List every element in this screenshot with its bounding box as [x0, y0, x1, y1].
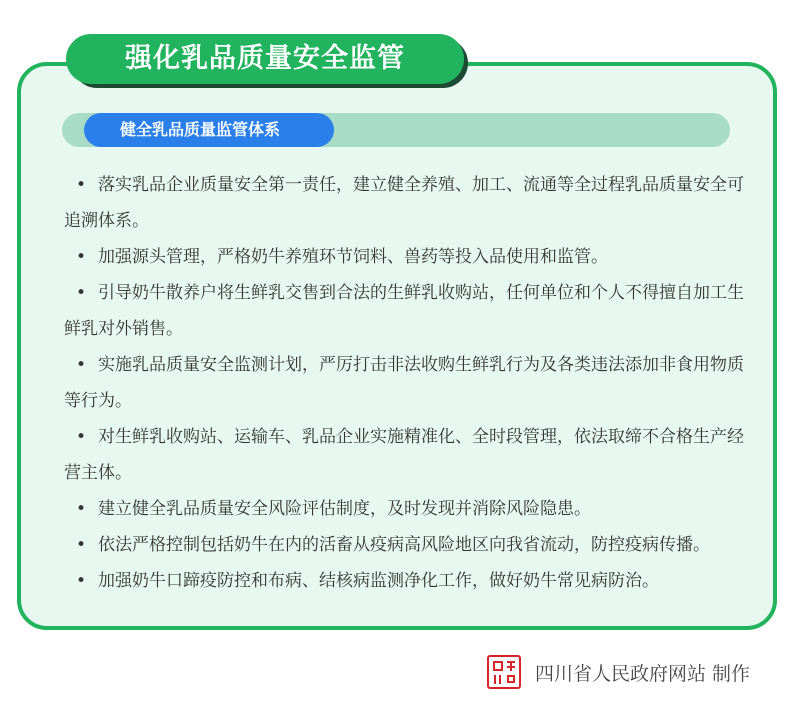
- bullet-icon: •: [75, 535, 87, 555]
- bullet-icon: •: [75, 247, 87, 267]
- list-item: [64, 167, 744, 239]
- bullet-icon: •: [75, 499, 87, 519]
- list-item: [64, 419, 744, 491]
- list-item-text: 加强奶牛口蹄疫防控和布病、结核病监测净化工作，做好奶牛常见病防治。: [98, 571, 659, 591]
- bullet-icon: •: [75, 355, 87, 375]
- section-subtitle: 健全乳品质量监管体系: [84, 113, 334, 147]
- list-item-text: 建立健全乳品质量安全风险评估制度，及时发现并消除风险隐患。: [98, 499, 591, 519]
- page-title: 强化乳品质量安全监管: [66, 34, 464, 84]
- list-item-text: 对生鲜乳收购站、运输车、乳品企业实施精准化、全时段管理，依法取缔不合格生产经营主体。: [64, 427, 744, 483]
- seal-logo-icon: [487, 655, 521, 689]
- footer-credit: [487, 654, 750, 690]
- bullet-icon: •: [75, 571, 87, 591]
- list-item-text: 落实乳品企业质量安全第一责任，建立健全养殖、加工、流通等全过程乳品质量安全可追溯体系。: [64, 175, 744, 231]
- list-item: [64, 563, 744, 599]
- list-item-text: 实施乳品质量安全监测计划，严厉打击非法收购生鲜乳行为及各类违法添加非食用物质等行为。: [64, 355, 744, 411]
- footer-credit-text: 四川省人民政府网站 制作: [534, 662, 750, 685]
- list-item: [64, 239, 744, 275]
- list-item-text: 依法严格控制包括奶牛在内的活畜从疫病高风险地区向我省流动，防控疫病传播。: [98, 535, 710, 555]
- bullet-icon: •: [75, 175, 87, 195]
- bullet-icon: •: [75, 283, 87, 303]
- list-item-text: 引导奶牛散养户将生鲜乳交售到合法的生鲜乳收购站，任何单位和个人不得擅自加工生鲜乳对外销售。: [64, 283, 744, 339]
- list-item: [64, 491, 744, 527]
- bullet-list: [64, 167, 744, 599]
- bullet-icon: •: [75, 427, 87, 447]
- list-item: [64, 347, 744, 419]
- list-item: [64, 527, 744, 563]
- list-item-text: 加强源头管理，严格奶牛养殖环节饲料、兽药等投入品使用和监管。: [98, 247, 608, 267]
- list-item: [64, 275, 744, 347]
